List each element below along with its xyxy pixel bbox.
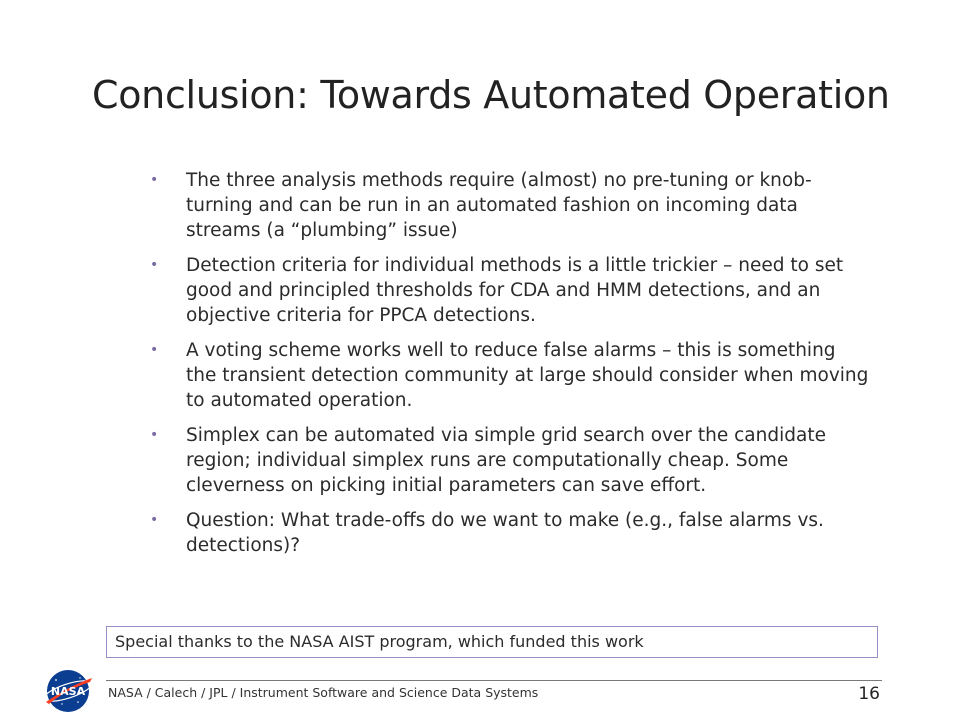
logo-wordmark: NASA bbox=[50, 685, 86, 698]
bullet-item bbox=[150, 168, 870, 243]
footer-credit: NASA / Calech / JPL / Instrument Software and Science Data Systems bbox=[108, 685, 539, 700]
slide-title: Conclusion: Towards Automated Operation bbox=[92, 73, 890, 117]
bullet-text: Question: What trade-offs do we want to make (e.g., false alarms vs. detections)? bbox=[186, 510, 824, 556]
bullet-text: Detection criteria for individual methods is a little trickier – need to set good and principled thresholds for CDA and HMM detections, and an objective criteria for PPCA detections. bbox=[186, 255, 844, 326]
page-number: 16 bbox=[858, 684, 880, 704]
bullet-item bbox=[150, 253, 870, 328]
bullet-list bbox=[150, 168, 870, 568]
bullet-item bbox=[150, 338, 870, 413]
bullet-marker: • bbox=[150, 342, 159, 358]
bullet-item bbox=[150, 423, 870, 498]
bullet-marker: • bbox=[150, 427, 159, 443]
bullet-marker: • bbox=[150, 172, 159, 188]
bullet-text: Simplex can be automated via simple grid search over the candidate region; individual simplex runs are computationally cheap. Some cleverness on picking initial parameters can save effort. bbox=[186, 425, 826, 496]
nasa-meatball-icon bbox=[40, 668, 96, 714]
footer-divider bbox=[106, 680, 882, 681]
acknowledgement-box: Special thanks to the NASA AIST program, which funded this work bbox=[106, 626, 878, 658]
bullet-item bbox=[150, 508, 870, 558]
bullet-marker: • bbox=[150, 257, 159, 273]
bullet-text: A voting scheme works well to reduce false alarms – this is something the transient detection community at large should consider when moving to automated operation. bbox=[186, 340, 869, 411]
bullet-marker: • bbox=[150, 512, 159, 528]
bullet-text: The three analysis methods require (almost) no pre-tuning or knob-turning and can be run in an automated fashion on incoming data streams (a “plumbing” issue) bbox=[186, 170, 812, 241]
